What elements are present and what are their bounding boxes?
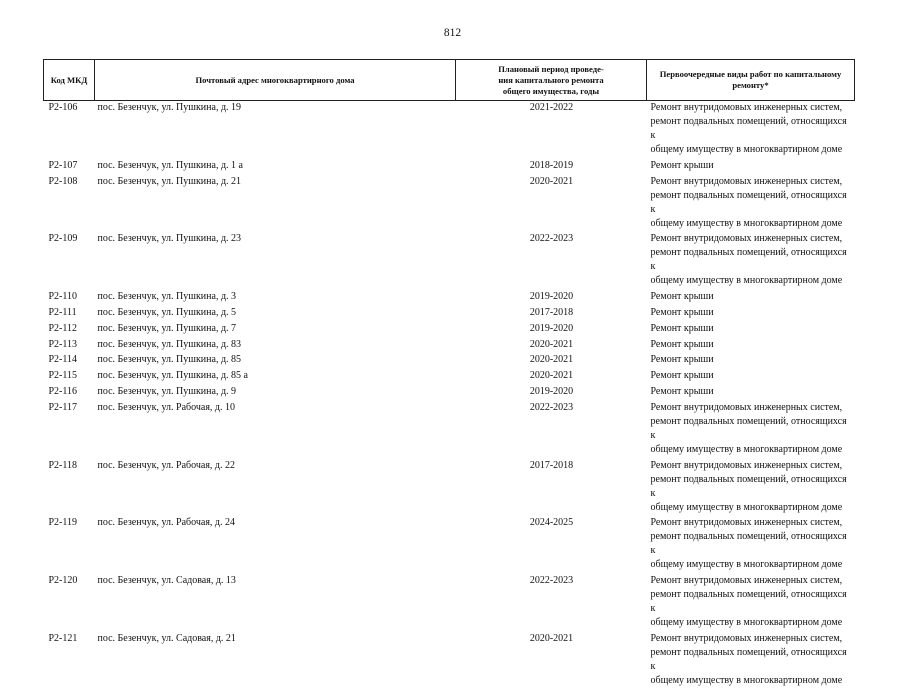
cell-code: Р2-118 [48,459,78,471]
cell-address: пос. Безенчук, ул. Пушкина, д. 1 а [97,159,243,171]
header-address: Почтовый адрес многоквартирного дома [95,60,456,101]
cell-works [647,232,855,290]
works-line: общему имуществу в многоквартирном доме [650,217,843,229]
cell-period: 2018-2019 [529,159,574,171]
works-line: Ремонт внутридомовых инженерных систем, [650,401,843,413]
cell-period: 2024-2025 [529,517,574,529]
works-line: Ремонт внутридомовых инженерных систем, [650,233,843,245]
works-line: общему имуществу в многоквартирном доме [650,559,843,571]
works-line: ремонт подвальных помещений, относящихся к [650,646,847,672]
cell-address: пос. Безенчук, ул. Пушкина, д. 19 [97,102,242,113]
works-line: Ремонт крыши [650,385,714,397]
header-period-line: Плановый период проведе- [498,63,604,74]
cell-period: 2020-2021 [529,175,574,187]
cell-address: пос. Безенчук, ул. Рабочая, д. 22 [97,459,236,471]
table-row [44,322,855,338]
works-line: общему имуществу в многоквартирном доме [650,674,843,686]
cell-works [647,175,855,233]
cell-works [647,353,855,369]
works-line: Ремонт внутридомовых инженерных систем, [650,102,843,113]
works-line: общему имуществу в многоквартирном доме [650,275,843,287]
header-works [647,60,855,101]
cell-works [647,306,855,322]
cell-code: Р2-117 [48,401,78,413]
works-line: Ремонт внутридомовых инженерных систем, [650,575,843,587]
cell-address: пос. Безенчук, ул. Пушкина, д. 9 [97,385,237,397]
header-code: Код МКД [44,60,95,101]
works-line: Ремонт крыши [650,306,714,318]
table-header [44,60,855,101]
cell-code: Р2-106 [48,102,78,113]
cell-period: 2021-2022 [529,102,574,113]
works-line: Ремонт крыши [650,322,714,334]
capital-repair-table [43,59,855,690]
cell-address: пос. Безенчук, ул. Пушкина, д. 5 [97,306,237,318]
cell-code: Р2-113 [48,338,78,350]
table-row [44,175,855,233]
works-line: ремонт подвальных помещений, относящихся к [650,473,847,499]
works-line: общему имуществу в многоквартирном доме [650,617,843,629]
cell-code: Р2-116 [48,385,78,397]
cell-period: 2017-2018 [529,306,574,318]
cell-period: 2020-2021 [529,354,574,366]
works-line: Ремонт внутридомовых инженерных систем, [650,459,843,471]
header-works-line: Первоочередные виды работ по капитальному [659,69,842,79]
cell-address: пос. Безенчук, ул. Пушкина, д. 83 [97,338,242,350]
works-line: общему имуществу в многоквартирном доме [650,443,843,455]
cell-period: 2022-2023 [529,233,574,245]
cell-period: 2022-2023 [529,401,574,413]
cell-period: 2017-2018 [529,459,574,471]
table-body [44,101,855,690]
cell-works [647,574,855,632]
works-line: общему имуществу в многоквартирном доме [650,144,843,155]
works-line: Ремонт крыши [650,354,714,366]
table-row [44,290,855,306]
cell-address: пос. Безенчук, ул. Пушкина, д. 21 [97,175,242,187]
works-line: ремонт подвальных помещений, относящихся к [650,589,847,615]
table-row [44,459,855,517]
cell-code: Р2-115 [48,370,78,382]
works-line: Ремонт внутридомовых инженерных систем, [650,175,843,187]
table-row [44,369,855,385]
cell-works [647,459,855,517]
cell-address: пос. Безенчук, ул. Пушкина, д. 85 [97,354,242,366]
cell-works [647,101,855,159]
cell-works [647,385,855,401]
cell-works [647,322,855,338]
cell-works [647,401,855,459]
header-works-line: ремонту* [732,80,769,90]
cell-works [647,369,855,385]
cell-period: 2020-2021 [529,632,574,644]
cell-period: 2019-2020 [529,385,574,397]
works-line: Ремонт крыши [650,370,714,382]
cell-code: Р2-114 [48,354,78,366]
cell-period: 2019-2020 [529,291,574,303]
cell-address: пос. Безенчук, ул. Рабочая, д. 10 [97,401,236,413]
cell-code: Р2-107 [48,159,78,171]
table-row [44,338,855,354]
cell-address: пос. Безенчук, ул. Рабочая, д. 24 [97,517,236,529]
works-line: ремонт подвальных помещений, относящихся к [650,247,847,273]
cell-code: Р2-110 [48,291,78,303]
cell-period: 2019-2020 [529,322,574,334]
cell-code: Р2-109 [48,233,78,245]
works-line: Ремонт крыши [650,338,714,350]
table-row [44,353,855,369]
table-row [44,232,855,290]
works-line: ремонт подвальных помещений, относящихся к [650,531,847,557]
header-period-line: общего имущества, годы [502,85,600,96]
cell-address: пос. Безенчук, ул. Пушкина, д. 85 а [97,370,248,382]
works-line: общему имуществу в многоквартирном доме [650,501,843,513]
cell-period: 2020-2021 [529,338,574,350]
table-row [44,306,855,322]
works-line: ремонт подвальных помещений, относящихся к [650,415,847,441]
cell-works [647,290,855,306]
cell-address: пос. Безенчук, ул. Пушкина, д. 7 [97,322,237,334]
cell-code: Р2-119 [48,517,78,529]
cell-code: Р2-112 [48,322,78,334]
cell-address: пос. Безенчук, ул. Садовая, д. 13 [97,575,236,587]
table-row [44,385,855,401]
cell-code: Р2-121 [48,632,78,644]
table-row [44,632,855,690]
cell-address: пос. Безенчук, ул. Садовая, д. 21 [97,632,236,644]
works-line: Ремонт внутридомовых инженерных систем, [650,632,843,644]
table-row [44,516,855,574]
cell-works [647,159,855,175]
cell-address: пос. Безенчук, ул. Пушкина, д. 3 [97,291,237,303]
cell-code: Р2-111 [48,306,77,318]
cell-period: 2022-2023 [529,575,574,587]
header-period [456,60,647,101]
works-line: Ремонт крыши [650,291,714,303]
cell-works [647,516,855,574]
works-line: Ремонт крыши [650,159,714,171]
cell-code: Р2-120 [48,575,78,587]
cell-works [647,632,855,690]
header-period-line: ния капитального ремонта [498,74,604,85]
table-row [44,101,855,159]
cell-code: Р2-108 [48,175,78,187]
table-row [44,159,855,175]
cell-address: пос. Безенчук, ул. Пушкина, д. 23 [97,233,242,245]
works-line: ремонт подвальных помещений, относящихся к [650,116,847,141]
table-row [44,574,855,632]
works-line: Ремонт внутридомовых инженерных систем, [650,517,843,529]
cell-works [647,338,855,354]
page-number: 812 [443,27,462,39]
works-line: ремонт подвальных помещений, относящихся к [650,189,847,215]
cell-period: 2020-2021 [529,370,574,382]
table-row [44,401,855,459]
